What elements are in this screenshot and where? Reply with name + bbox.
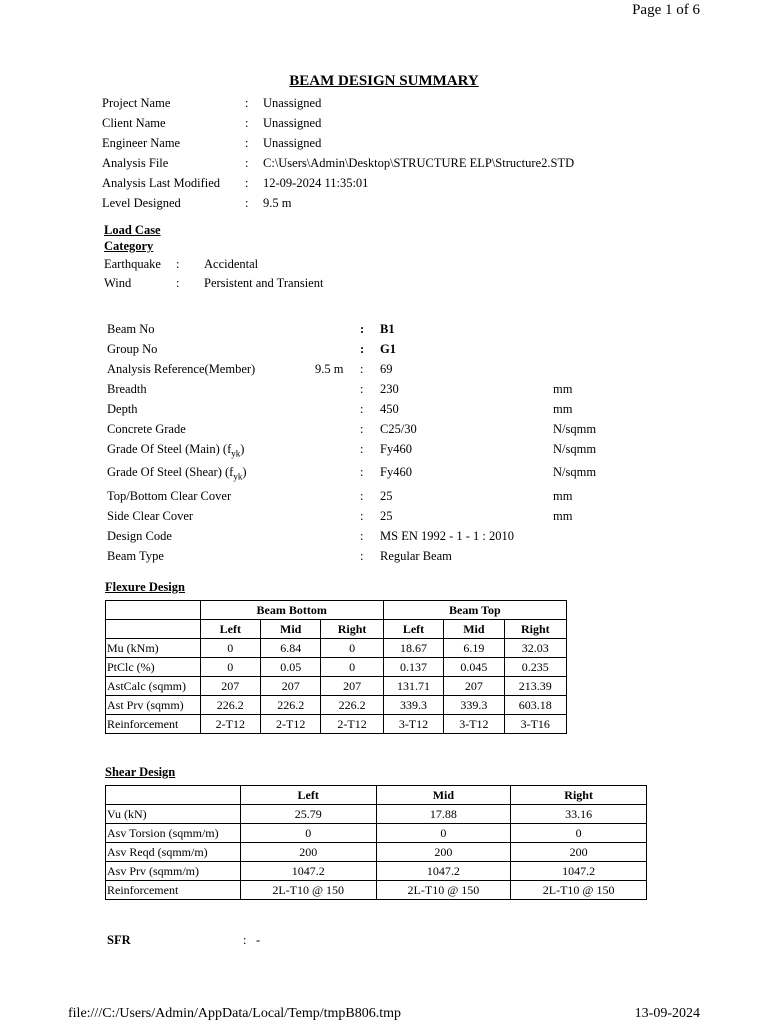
column-header: Mid	[444, 620, 504, 639]
info-value: 9.5 m	[263, 196, 292, 210]
info-label: Analysis File	[102, 156, 169, 170]
column-header: Right	[321, 620, 383, 639]
info-label: Project Name	[102, 96, 171, 110]
flexure-group-header-row	[106, 601, 567, 620]
sfr-label: SFR	[107, 933, 131, 947]
beam-no-value: B1	[380, 322, 395, 336]
info-label: Client Name	[102, 116, 166, 130]
column-header: Right	[511, 786, 647, 805]
column-header: Mid	[376, 786, 511, 805]
sfr-value: -	[256, 933, 261, 947]
footer-file-path: file:///C:/Users/Admin/AppData/Local/Temp/tmpB806.tmp	[68, 1006, 402, 1021]
table-row: Mu (kNm) 0 6.84 0 18.67 6.19 32.03	[106, 639, 567, 658]
row-label: Asv Torsion (sqmm/m)	[106, 824, 241, 843]
column-header: Left	[200, 620, 260, 639]
table-row: PtClc (%) 0 0.05 0 0.137 0.045 0.235	[106, 658, 567, 677]
table-row: Asv Prv (sqmm/m) 1047.2 1047.2 1047.2	[106, 862, 647, 881]
row-label: PtClc (%)	[106, 658, 201, 677]
info-label: Analysis Last Modified	[102, 176, 221, 190]
column-header: Left	[383, 620, 443, 639]
info-value: 12-09-2024 11:35:01	[263, 176, 369, 190]
flexure-group-top: Beam Top	[383, 601, 566, 620]
info-value: Unassigned	[263, 116, 322, 130]
table-row: Ast Prv (sqmm) 226.2 226.2 226.2 339.3 339.3 603.18	[106, 696, 567, 715]
row-label: Asv Reqd (sqmm/m)	[106, 843, 241, 862]
info-label: Engineer Name	[102, 136, 181, 150]
info-value: Unassigned	[263, 136, 322, 150]
shear-table	[105, 785, 647, 900]
page-number: Page 1 of 6	[632, 2, 700, 18]
table-row: Reinforcement 2L-T10 @ 150 2L-T10 @ 150 2L-T10 @ 150	[106, 881, 647, 900]
row-label: Asv Prv (sqmm/m)	[106, 862, 241, 881]
footer-date: 13-09-2024	[634, 1006, 700, 1021]
row-label: Mu (kNm)	[106, 639, 201, 658]
info-label: Level Designed	[102, 196, 181, 210]
row-label: Vu (kN)	[106, 805, 241, 824]
table-row: AstCalc (sqmm) 207 207 207 131.71 207 213.39	[106, 677, 567, 696]
info-value: Unassigned	[263, 96, 322, 110]
row-label: Reinforcement	[106, 881, 241, 900]
column-header: Mid	[261, 620, 321, 639]
load-case-heading: Load Case Category	[104, 223, 161, 253]
flexure-col-header-row	[106, 620, 567, 639]
group-no-value: G1	[380, 342, 396, 356]
column-header: Right	[504, 620, 566, 639]
shear-header-row	[106, 786, 647, 805]
row-label: Reinforcement	[106, 715, 201, 734]
flexure-title: Flexure Design	[105, 580, 185, 594]
table-row: Asv Reqd (sqmm/m) 200 200 200	[106, 843, 647, 862]
shear-title: Shear Design	[105, 765, 176, 779]
column-header: Left	[240, 786, 376, 805]
table-row: Vu (kN) 25.79 17.88 33.16	[106, 805, 647, 824]
info-value: C:\Users\Admin\Desktop\STRUCTURE ELP\Structure2.STD	[263, 156, 575, 170]
flexure-table	[105, 600, 567, 734]
row-label: AstCalc (sqmm)	[106, 677, 201, 696]
flexure-group-bottom: Beam Bottom	[200, 601, 383, 620]
page-title: BEAM DESIGN SUMMARY	[289, 73, 479, 89]
table-row: Asv Torsion (sqmm/m) 0 0 0	[106, 824, 647, 843]
row-label: Ast Prv (sqmm)	[106, 696, 201, 715]
table-row: Reinforcement 2-T12 2-T12 2-T12 3-T12 3-T12 3-T16	[106, 715, 567, 734]
